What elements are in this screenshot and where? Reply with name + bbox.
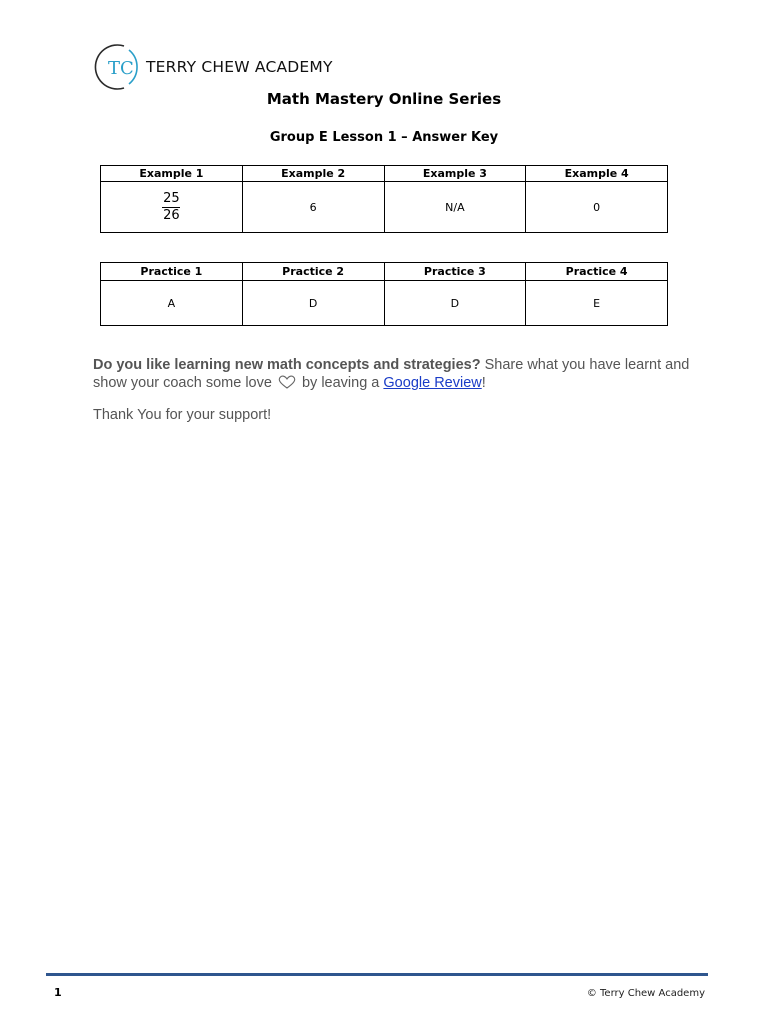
fraction-denominator: 26 (163, 207, 180, 223)
table-header-cell: Practice 2 (242, 263, 384, 281)
footer-divider (46, 973, 708, 976)
answer-cell: 0 (526, 182, 668, 233)
table-header-cell: Example 2 (242, 166, 384, 182)
table-header-row (101, 166, 668, 182)
page-number: 1 (54, 986, 62, 999)
google-review-link[interactable]: Google Review (383, 375, 482, 391)
examples-table (100, 165, 668, 233)
table-header-row (101, 263, 668, 281)
table-header-cell: Practice 1 (101, 263, 243, 281)
table-row (101, 281, 668, 326)
review-prompt (93, 356, 693, 392)
table-header-cell: Example 1 (101, 166, 243, 182)
copyright: © Terry Chew Academy (586, 988, 705, 999)
review-text: Share what you have learnt and show your coach some love (93, 357, 690, 391)
table-row (101, 182, 668, 233)
heart-icon (277, 374, 297, 390)
fraction-numerator: 25 (163, 190, 180, 206)
thanks-message: Thank You for your support! (93, 407, 272, 423)
answer-cell: 6 (242, 182, 384, 233)
header (94, 42, 333, 92)
page-title: Math Mastery Online Series (266, 90, 502, 108)
svg-text:TC: TC (108, 58, 134, 79)
fraction (162, 192, 180, 223)
answer-cell: D (242, 281, 384, 326)
academy-logo-icon (94, 42, 140, 92)
answer-cell: D (384, 281, 526, 326)
review-text-after: by leaving a (301, 375, 380, 391)
review-text-end: ! (481, 375, 486, 391)
answer-cell (101, 182, 243, 233)
page-subtitle: Group E Lesson 1 – Answer Key (269, 130, 499, 145)
table-header-cell: Practice 4 (526, 263, 668, 281)
table-header-cell: Example 4 (526, 166, 668, 182)
answer-cell: N/A (384, 182, 526, 233)
practices-table (100, 262, 668, 326)
brand-name: TERRY CHEW ACADEMY (146, 58, 333, 76)
table-header-cell: Example 3 (384, 166, 526, 182)
review-question: Do you like learning new math concepts and strategies? (93, 357, 481, 373)
table-header-cell: Practice 3 (384, 263, 526, 281)
answer-cell: E (526, 281, 668, 326)
answer-cell: A (101, 281, 243, 326)
